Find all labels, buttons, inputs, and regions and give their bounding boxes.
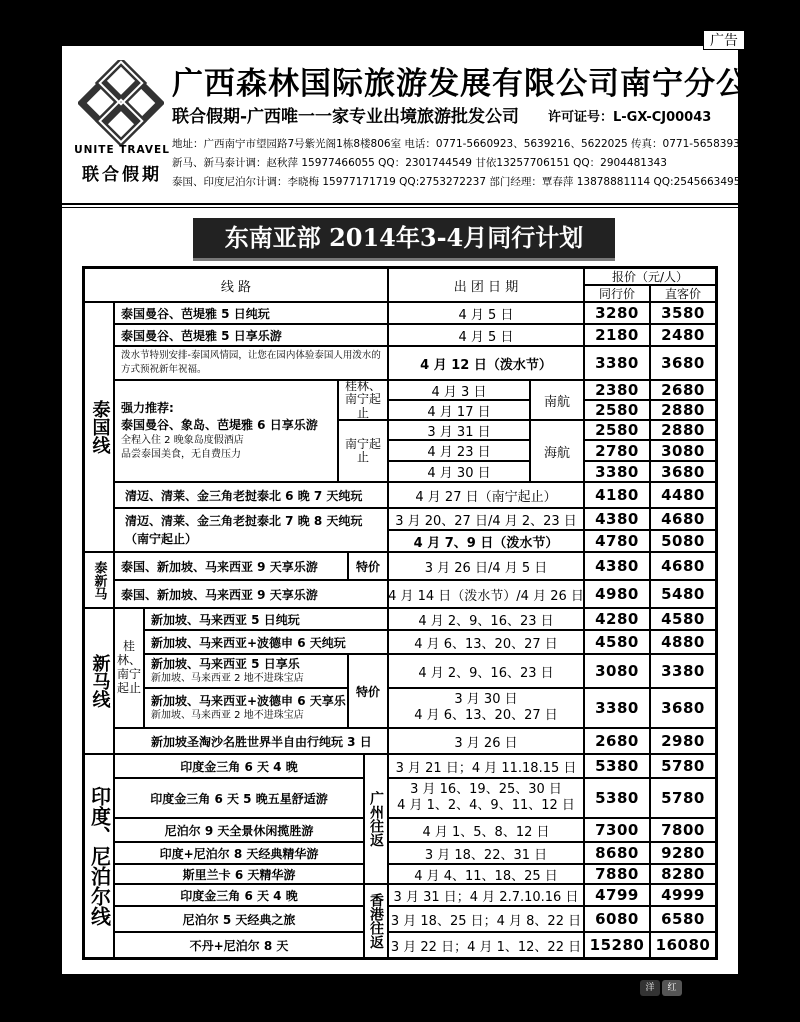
- route-t6-note: （南宁起止）: [125, 532, 198, 546]
- direct-in4: 9280: [650, 842, 716, 864]
- peer-sm4: 3380: [584, 688, 650, 728]
- direct-in7: 6580: [650, 906, 716, 932]
- route-sm1: 新加坡、马来西亚 5 日纯玩: [144, 608, 388, 630]
- date-t4b: 4 月 17 日: [388, 400, 530, 420]
- peer-t3: 3380: [584, 346, 650, 380]
- date-in3: 4 月 1、5、8、12 日: [388, 818, 584, 842]
- route-in8: 不丹+尼泊尔 8 天: [114, 932, 364, 958]
- direct-in1: 5780: [650, 754, 716, 778]
- region-thailand: [84, 302, 114, 552]
- route-t2: 泰国曼谷、芭堤雅 5 日享乐游: [114, 324, 388, 346]
- route-t5: 清迈、清莱、金三角老挝泰北 6 晚 7 天纯玩: [114, 482, 388, 508]
- route-in6: 印度金三角 6 天 4 晚: [114, 884, 364, 906]
- page-number: 3: [712, 980, 721, 995]
- date-sm4b: 4 月 6、13、20、27 日: [414, 708, 558, 723]
- peer-t2: 2180: [584, 324, 650, 346]
- sub-nanning: 南宁起止: [338, 420, 388, 482]
- tag-special-sm: 特价: [348, 654, 388, 728]
- direct-in5: 8280: [650, 864, 716, 884]
- plan-banner: 东南亚部 2014年3-4月同行计划: [193, 218, 615, 258]
- tour-table: [82, 266, 718, 960]
- peer-t6a: 4380: [584, 508, 650, 530]
- route-sm3-note: 新加坡、马来西亚 2 地不进珠宝店: [151, 673, 304, 685]
- route-t4-note1: 全程入住 2 晚象岛度假酒店: [121, 434, 244, 446]
- direct-t1: 3580: [650, 302, 716, 324]
- date-in1: 3 月 21 日；4 月 11.18.15 日: [388, 754, 584, 778]
- route-t4-recommend: 强力推荐:: [121, 401, 174, 416]
- date-in2: [388, 778, 584, 818]
- route-in4: 印度+尼泊尔 8 天经典精华游: [114, 842, 364, 864]
- route-t6: [114, 508, 388, 552]
- direct-sm3: 3380: [650, 654, 716, 688]
- peer-t4e: 3380: [584, 461, 650, 482]
- region-sing-malay: [84, 608, 114, 754]
- date-t2: 4 月 5 日: [388, 324, 584, 346]
- route-t4: [114, 380, 338, 482]
- peer-t1: 3280: [584, 302, 650, 324]
- peer-tsm2: 4980: [584, 580, 650, 608]
- peer-in5: 7880: [584, 864, 650, 884]
- date-sm3: 4 月 2、9、16、23 日: [388, 654, 584, 688]
- date-t4c: 3 月 31 日: [388, 420, 530, 440]
- direct-sm2: 4880: [650, 630, 716, 654]
- sub-guilin-nanning-sm: 桂林、南宁起止: [114, 608, 144, 728]
- direct-t6b: 5080: [650, 530, 716, 552]
- peer-in6: 4799: [584, 884, 650, 906]
- col-header-price: 报价（元/人）: [584, 268, 716, 285]
- date-in4: 3 月 18、22、31 日: [388, 842, 584, 864]
- tag-special-tsm1: 特价: [348, 552, 388, 580]
- direct-in3: 7800: [650, 818, 716, 842]
- col-header-date: 出 团 日 期: [388, 268, 584, 302]
- date-t3: 4 月 12 日（泼水节）: [388, 346, 584, 380]
- date-t4d: 4 月 23 日: [388, 440, 530, 461]
- peer-t4a: 2380: [584, 380, 650, 400]
- date-sm2: 4 月 6、13、20、27 日: [388, 630, 584, 654]
- route-sm4-name: 新加坡、马来西亚+波德申 6 天享乐: [151, 694, 346, 709]
- logo-chinese: 联合假期: [82, 165, 162, 185]
- date-in8: 3 月 22 日；4 月 1、12、22 日: [388, 932, 584, 958]
- direct-t4b: 2880: [650, 400, 716, 420]
- direct-in8: 16080: [650, 932, 716, 958]
- direct-in2: 5780: [650, 778, 716, 818]
- slogan: 联合假期-广西唯一一家专业出境旅游批发公司: [172, 107, 520, 127]
- route-sm2: 新加坡、马来西亚+波德申 6 天纯玩: [144, 630, 388, 654]
- footer-edition: 广西版: [686, 987, 714, 997]
- route-sm4: [144, 688, 348, 728]
- date-sm4a: 3 月 30 日: [454, 691, 518, 707]
- region-thai-sing-malay-label: 泰新马: [91, 560, 107, 600]
- header-divider: [62, 203, 738, 205]
- region-thai-sing-malay: [84, 552, 114, 608]
- date-sm5: 3 月 26 日: [388, 728, 584, 754]
- route-sm3-name: 新加坡、马来西亚 5 日享乐: [151, 657, 300, 672]
- peer-in2: 5380: [584, 778, 650, 818]
- route-sm5: 新加坡圣淘沙名胜世界半自由行纯玩 3 日: [114, 728, 388, 754]
- route-sm3: [144, 654, 348, 688]
- route-t3: 泼水节特别安排-泰国风情园，让您在园内体验泰国人用泼水的方式预祝新年祝福。: [114, 346, 388, 380]
- date-sm1: 4 月 2、9、16、23 日: [388, 608, 584, 630]
- peer-t6b: 4780: [584, 530, 650, 552]
- date-sm4: [388, 688, 584, 728]
- sub-hongkong-label: 香港往返: [368, 893, 384, 949]
- sub-guangzhou: [364, 754, 388, 884]
- date-in2b: 4 月 1、2、4、9、11、12 日: [397, 798, 575, 813]
- contact-address: 地址：广西南宁市望园路7号紫光阁1栋8楼806室 电话：0771-5660923、5639216、5622025 传真：0771-5658393: [172, 138, 740, 150]
- region-thailand-label: 泰国线: [89, 400, 111, 454]
- region-india-nepal: [84, 754, 114, 958]
- route-t6-name: 清迈、清莱、金三角老挝泰北 7 晚 8 天纯玩: [125, 514, 363, 528]
- direct-t4d: 3080: [650, 440, 716, 461]
- peer-in7: 6080: [584, 906, 650, 932]
- direct-t4a: 2680: [650, 380, 716, 400]
- direct-tsm1: 4680: [650, 552, 716, 580]
- sub-hongkong: [364, 884, 388, 958]
- sub-guilin-nanning: 桂林、南宁起止: [338, 380, 388, 420]
- footer-logo-hong-icon: 红: [662, 980, 682, 996]
- peer-sm2: 4580: [584, 630, 650, 654]
- footer-logo-yang-icon: 洋: [640, 980, 660, 996]
- col-header-direct: 直客价: [650, 285, 716, 302]
- route-tsm2: 泰国、新加坡、马来西亚 9 天享乐游: [114, 580, 388, 608]
- route-t4-name: 泰国曼谷、象岛、芭堤雅 6 日享乐游: [121, 418, 318, 432]
- direct-t4c: 2880: [650, 420, 716, 440]
- company-name: 广西森林国际旅游发展有限公司南宁分公司: [172, 66, 780, 102]
- direct-t2: 2480: [650, 324, 716, 346]
- date-tsm1: 3 月 26 日/4 月 5 日: [388, 552, 584, 580]
- date-in6: 3 月 31 日；4 月 2.7.10.16 日: [388, 884, 584, 906]
- date-t6a: 3 月 20、27 日/4 月 2、23 日: [388, 508, 584, 530]
- date-tsm2: 4 月 14 日（泼水节）/4 月 26 日: [388, 580, 584, 608]
- header-divider-thin: [62, 207, 738, 208]
- ad-tag: 广告: [703, 30, 745, 50]
- region-india-nepal-label: 印度、尼泊尔线: [87, 786, 112, 926]
- peer-in8: 15280: [584, 932, 650, 958]
- peer-t4c: 2580: [584, 420, 650, 440]
- date-in7: 3 月 18、25 日；4 月 8、22 日: [388, 906, 584, 932]
- route-t4-note2: 品尝泰国美食，无自费压力: [121, 448, 241, 460]
- peer-in1: 5380: [584, 754, 650, 778]
- col-header-peer: 同行价: [584, 285, 650, 302]
- date-t1: 4 月 5 日: [388, 302, 584, 324]
- peer-sm3: 3080: [584, 654, 650, 688]
- footer-text: 欢迎浏览电子版 www.zyoo.net: [508, 987, 637, 997]
- license-number: 许可证号：L-GX-CJ00043: [548, 110, 712, 125]
- direct-sm5: 2980: [650, 728, 716, 754]
- date-in5: 4 月 4、11、18、25 日: [388, 864, 584, 884]
- route-t1: 泰国曼谷、芭堤雅 5 日纯玩: [114, 302, 388, 324]
- date-t5: 4 月 27 日（南宁起止）: [388, 482, 584, 508]
- date-t4e: 4 月 30 日: [388, 461, 530, 482]
- peer-sm1: 4280: [584, 608, 650, 630]
- peer-in4: 8680: [584, 842, 650, 864]
- date-in2a: 3 月 16、19、25、30 日: [410, 782, 562, 798]
- direct-in6: 4999: [650, 884, 716, 906]
- peer-sm5: 2680: [584, 728, 650, 754]
- route-in1: 印度金三角 6 天 4 晚: [114, 754, 364, 778]
- route-in5: 斯里兰卡 6 天精华游: [114, 864, 364, 884]
- unite-travel-logo-icon: [78, 60, 164, 150]
- peer-in3: 7300: [584, 818, 650, 842]
- direct-t6a: 4680: [650, 508, 716, 530]
- col-header-route: 线 路: [84, 268, 388, 302]
- peer-t4d: 2780: [584, 440, 650, 461]
- date-t6b: 4 月 7、9 日（泼水节）: [388, 530, 584, 552]
- route-tsm1: 泰国、新加坡、马来西亚 9 天享乐游: [114, 552, 348, 580]
- direct-t3: 3680: [650, 346, 716, 380]
- peer-t4b: 2580: [584, 400, 650, 420]
- route-sm4-note: 新加坡、马来西亚 2 地不进珠宝店: [151, 710, 304, 722]
- airline-hainan: 海航: [530, 420, 584, 482]
- airline-southern: 南航: [530, 380, 584, 420]
- peer-t5: 4180: [584, 482, 650, 508]
- route-in7: 尼泊尔 5 天经典之旅: [114, 906, 364, 932]
- peer-tsm1: 4380: [584, 552, 650, 580]
- direct-tsm2: 5480: [650, 580, 716, 608]
- direct-t4e: 3680: [650, 461, 716, 482]
- sub-guangzhou-label: 广州往返: [368, 791, 384, 847]
- contact-sing-malay: 新马、新马泰计调：赵秋萍 15977466055 QQ：2301744549 甘依13257706151 QQ：2904481343: [172, 157, 667, 169]
- logo-english: UNITE TRAVEL: [74, 144, 170, 156]
- route-in3: 尼泊尔 9 天全景休闲揽胜游: [114, 818, 364, 842]
- direct-sm4: 3680: [650, 688, 716, 728]
- direct-t5: 4480: [650, 482, 716, 508]
- region-sing-malay-label: 新马线: [89, 654, 111, 708]
- direct-sm1: 4580: [650, 608, 716, 630]
- route-in2: 印度金三角 6 天 5 晚五星舒适游: [114, 778, 364, 818]
- date-t4a: 4 月 3 日: [388, 380, 530, 400]
- contact-thailand-india: 泰国、印度尼泊尔计调：李晓梅 15977171719 QQ:2753272237 部门经理：覃春萍 13878881114 QQ:2545663495: [172, 176, 741, 188]
